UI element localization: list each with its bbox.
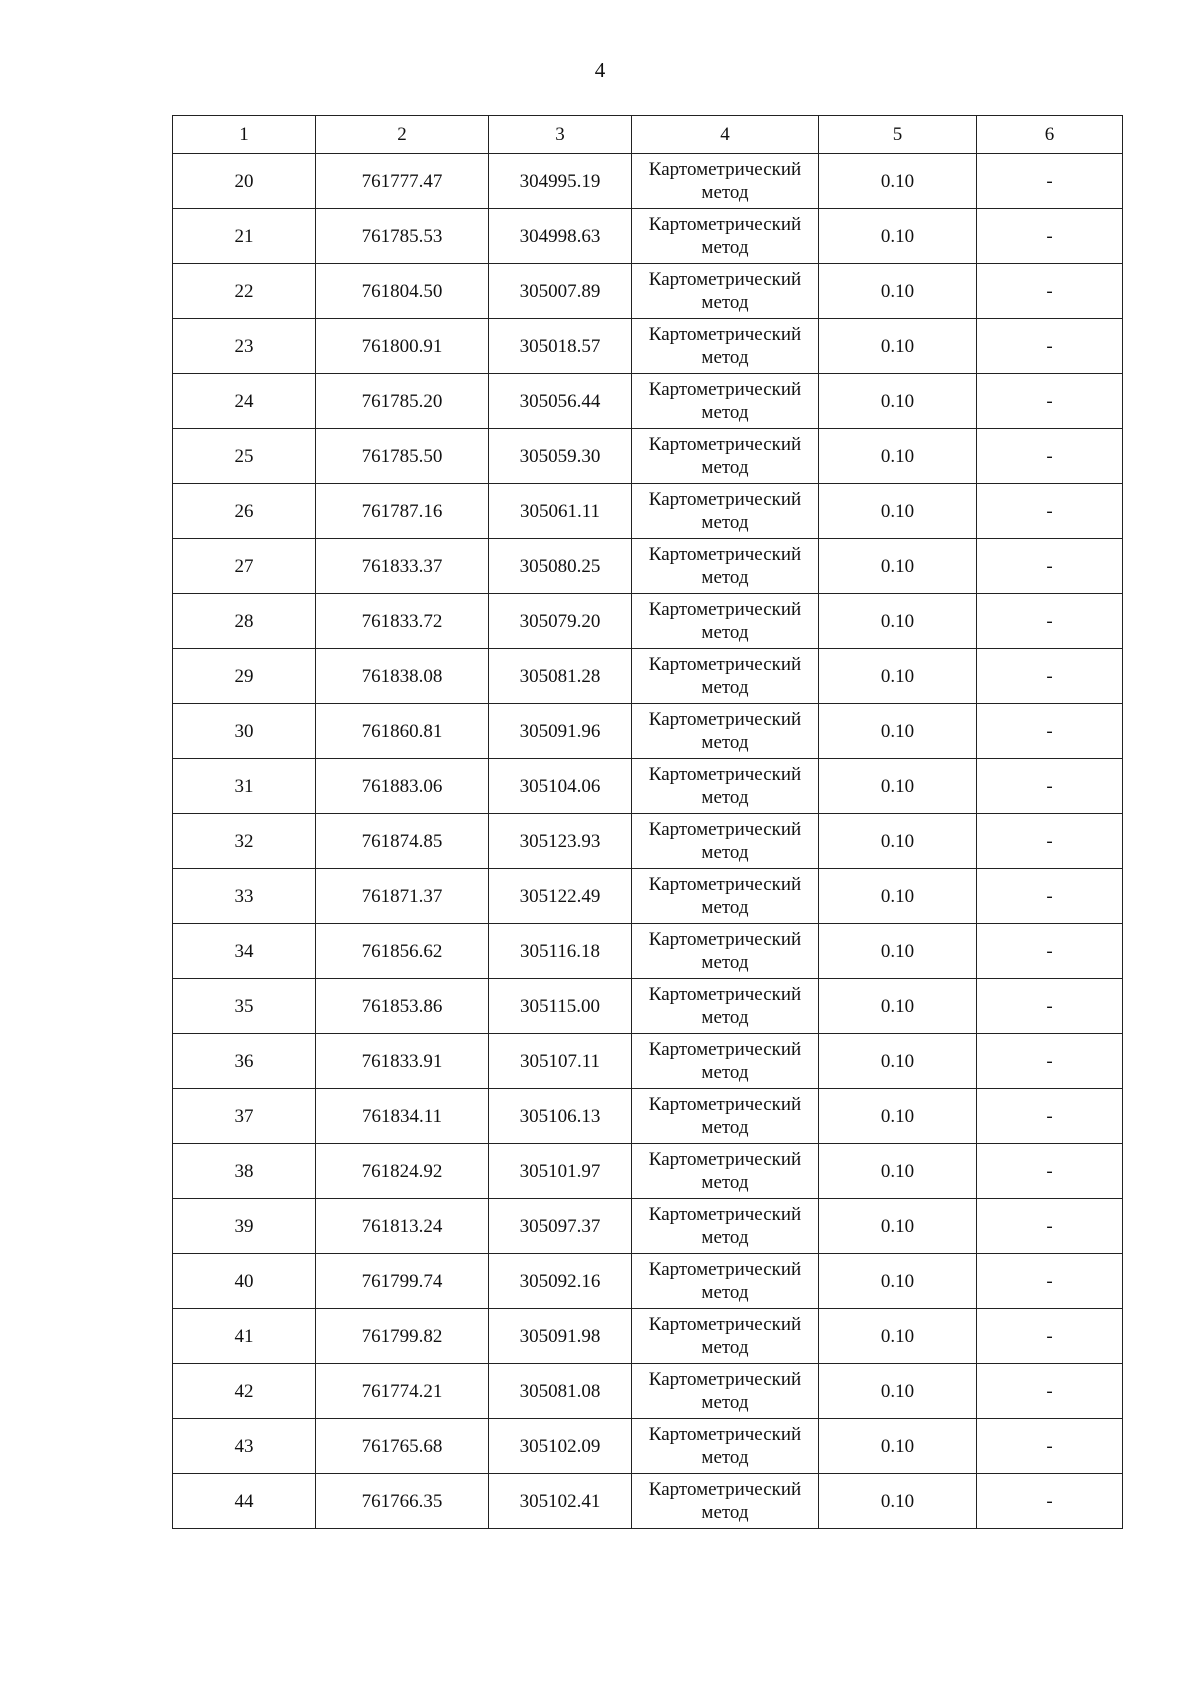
y-coordinate-cell: 305097.37: [489, 1199, 632, 1254]
y-coordinate-cell: 305081.28: [489, 649, 632, 704]
method-cell: Картометрический метод: [632, 869, 819, 924]
method-cell: Картометрический метод: [632, 1309, 819, 1364]
method-cell: Картометрический метод: [632, 154, 819, 209]
method-cell: Картометрический метод: [632, 319, 819, 374]
accuracy-cell: 0.10: [819, 979, 977, 1034]
point-number-cell: 40: [173, 1254, 316, 1309]
accuracy-cell: 0.10: [819, 1474, 977, 1529]
x-coordinate-cell: 761853.86: [316, 979, 489, 1034]
x-coordinate-cell: 761871.37: [316, 869, 489, 924]
x-coordinate-cell: 761833.37: [316, 539, 489, 594]
accuracy-cell: 0.10: [819, 814, 977, 869]
table-body: [173, 154, 1123, 1529]
note-cell: -: [977, 1034, 1123, 1089]
coordinates-table: [172, 115, 1123, 1529]
accuracy-cell: 0.10: [819, 539, 977, 594]
note-cell: -: [977, 814, 1123, 869]
x-coordinate-cell: 761833.91: [316, 1034, 489, 1089]
y-coordinate-cell: 305079.20: [489, 594, 632, 649]
point-number-cell: 43: [173, 1419, 316, 1474]
accuracy-cell: 0.10: [819, 1254, 977, 1309]
table-header: [173, 116, 1123, 154]
accuracy-cell: 0.10: [819, 1364, 977, 1419]
method-cell: Картометрический метод: [632, 429, 819, 484]
column-header: 3: [489, 116, 632, 154]
y-coordinate-cell: 305116.18: [489, 924, 632, 979]
accuracy-cell: 0.10: [819, 209, 977, 264]
table-row: [173, 759, 1123, 814]
y-coordinate-cell: 305106.13: [489, 1089, 632, 1144]
method-cell: Картометрический метод: [632, 1199, 819, 1254]
note-cell: -: [977, 1089, 1123, 1144]
y-coordinate-cell: 305104.06: [489, 759, 632, 814]
y-coordinate-cell: 305056.44: [489, 374, 632, 429]
table-row: [173, 1034, 1123, 1089]
y-coordinate-cell: 305080.25: [489, 539, 632, 594]
y-coordinate-cell: 305007.89: [489, 264, 632, 319]
header-row: [173, 116, 1123, 154]
x-coordinate-cell: 761800.91: [316, 319, 489, 374]
y-coordinate-cell: 305091.98: [489, 1309, 632, 1364]
table-row: [173, 1474, 1123, 1529]
x-coordinate-cell: 761834.11: [316, 1089, 489, 1144]
accuracy-cell: 0.10: [819, 759, 977, 814]
y-coordinate-cell: 305101.97: [489, 1144, 632, 1199]
table-row: [173, 704, 1123, 759]
x-coordinate-cell: 761838.08: [316, 649, 489, 704]
note-cell: -: [977, 154, 1123, 209]
table-row: [173, 1419, 1123, 1474]
point-number-cell: 28: [173, 594, 316, 649]
accuracy-cell: 0.10: [819, 319, 977, 374]
y-coordinate-cell: 305018.57: [489, 319, 632, 374]
column-header: 4: [632, 116, 819, 154]
y-coordinate-cell: 305102.09: [489, 1419, 632, 1474]
table-row: [173, 1089, 1123, 1144]
x-coordinate-cell: 761785.20: [316, 374, 489, 429]
accuracy-cell: 0.10: [819, 1089, 977, 1144]
accuracy-cell: 0.10: [819, 429, 977, 484]
accuracy-cell: 0.10: [819, 484, 977, 539]
note-cell: -: [977, 1309, 1123, 1364]
accuracy-cell: 0.10: [819, 869, 977, 924]
table-row: [173, 1364, 1123, 1419]
note-cell: -: [977, 539, 1123, 594]
y-coordinate-cell: 304998.63: [489, 209, 632, 264]
table-row: [173, 594, 1123, 649]
point-number-cell: 38: [173, 1144, 316, 1199]
x-coordinate-cell: 761833.72: [316, 594, 489, 649]
method-cell: Картометрический метод: [632, 704, 819, 759]
note-cell: -: [977, 1364, 1123, 1419]
note-cell: -: [977, 1144, 1123, 1199]
point-number-cell: 30: [173, 704, 316, 759]
x-coordinate-cell: 761766.35: [316, 1474, 489, 1529]
method-cell: Картометрический метод: [632, 539, 819, 594]
note-cell: -: [977, 704, 1123, 759]
method-cell: Картометрический метод: [632, 1254, 819, 1309]
x-coordinate-cell: 761785.50: [316, 429, 489, 484]
accuracy-cell: 0.10: [819, 1144, 977, 1199]
y-coordinate-cell: 305115.00: [489, 979, 632, 1034]
method-cell: Картометрический метод: [632, 374, 819, 429]
x-coordinate-cell: 761774.21: [316, 1364, 489, 1419]
x-coordinate-cell: 761799.82: [316, 1309, 489, 1364]
point-number-cell: 34: [173, 924, 316, 979]
table-row: [173, 539, 1123, 594]
note-cell: -: [977, 1199, 1123, 1254]
table-row: [173, 814, 1123, 869]
method-cell: Картометрический метод: [632, 649, 819, 704]
point-number-cell: 37: [173, 1089, 316, 1144]
note-cell: -: [977, 264, 1123, 319]
point-number-cell: 33: [173, 869, 316, 924]
y-coordinate-cell: 305123.93: [489, 814, 632, 869]
x-coordinate-cell: 761883.06: [316, 759, 489, 814]
point-number-cell: 32: [173, 814, 316, 869]
table-row: [173, 374, 1123, 429]
accuracy-cell: 0.10: [819, 1309, 977, 1364]
note-cell: -: [977, 484, 1123, 539]
method-cell: Картометрический метод: [632, 979, 819, 1034]
y-coordinate-cell: 305061.11: [489, 484, 632, 539]
accuracy-cell: 0.10: [819, 594, 977, 649]
note-cell: -: [977, 1419, 1123, 1474]
column-header: 6: [977, 116, 1123, 154]
point-number-cell: 39: [173, 1199, 316, 1254]
table-row: [173, 1309, 1123, 1364]
note-cell: -: [977, 1254, 1123, 1309]
accuracy-cell: 0.10: [819, 154, 977, 209]
table-row: [173, 1144, 1123, 1199]
table-row: [173, 979, 1123, 1034]
note-cell: -: [977, 594, 1123, 649]
method-cell: Картометрический метод: [632, 1089, 819, 1144]
note-cell: -: [977, 759, 1123, 814]
table-row: [173, 924, 1123, 979]
method-cell: Картометрический метод: [632, 1419, 819, 1474]
note-cell: -: [977, 209, 1123, 264]
accuracy-cell: 0.10: [819, 649, 977, 704]
x-coordinate-cell: 761777.47: [316, 154, 489, 209]
y-coordinate-cell: 304995.19: [489, 154, 632, 209]
x-coordinate-cell: 761874.85: [316, 814, 489, 869]
table-row: [173, 264, 1123, 319]
y-coordinate-cell: 305091.96: [489, 704, 632, 759]
note-cell: -: [977, 374, 1123, 429]
point-number-cell: 44: [173, 1474, 316, 1529]
y-coordinate-cell: 305081.08: [489, 1364, 632, 1419]
column-header: 5: [819, 116, 977, 154]
method-cell: Картометрический метод: [632, 1144, 819, 1199]
point-number-cell: 23: [173, 319, 316, 374]
y-coordinate-cell: 305059.30: [489, 429, 632, 484]
x-coordinate-cell: 761824.92: [316, 1144, 489, 1199]
point-number-cell: 20: [173, 154, 316, 209]
point-number-cell: 36: [173, 1034, 316, 1089]
x-coordinate-cell: 761804.50: [316, 264, 489, 319]
method-cell: Картометрический метод: [632, 264, 819, 319]
table-row: [173, 319, 1123, 374]
method-cell: Картометрический метод: [632, 1364, 819, 1419]
table-row: [173, 1199, 1123, 1254]
x-coordinate-cell: 761813.24: [316, 1199, 489, 1254]
method-cell: Картометрический метод: [632, 484, 819, 539]
column-header: 1: [173, 116, 316, 154]
table-row: [173, 649, 1123, 704]
accuracy-cell: 0.10: [819, 264, 977, 319]
x-coordinate-cell: 761787.16: [316, 484, 489, 539]
table-row: [173, 154, 1123, 209]
table-row: [173, 484, 1123, 539]
note-cell: -: [977, 1474, 1123, 1529]
point-number-cell: 29: [173, 649, 316, 704]
page-number: 4: [594, 58, 606, 82]
accuracy-cell: 0.10: [819, 374, 977, 429]
x-coordinate-cell: 761856.62: [316, 924, 489, 979]
note-cell: -: [977, 319, 1123, 374]
method-cell: Картометрический метод: [632, 209, 819, 264]
column-header: 2: [316, 116, 489, 154]
table-row: [173, 869, 1123, 924]
point-number-cell: 35: [173, 979, 316, 1034]
table-row: [173, 1254, 1123, 1309]
point-number-cell: 42: [173, 1364, 316, 1419]
accuracy-cell: 0.10: [819, 924, 977, 979]
method-cell: Картометрический метод: [632, 924, 819, 979]
x-coordinate-cell: 761785.53: [316, 209, 489, 264]
method-cell: Картометрический метод: [632, 759, 819, 814]
x-coordinate-cell: 761799.74: [316, 1254, 489, 1309]
point-number-cell: 41: [173, 1309, 316, 1364]
point-number-cell: 22: [173, 264, 316, 319]
method-cell: Картометрический метод: [632, 814, 819, 869]
table-row: [173, 429, 1123, 484]
note-cell: -: [977, 869, 1123, 924]
accuracy-cell: 0.10: [819, 1034, 977, 1089]
point-number-cell: 26: [173, 484, 316, 539]
method-cell: Картометрический метод: [632, 1034, 819, 1089]
note-cell: -: [977, 979, 1123, 1034]
method-cell: Картометрический метод: [632, 1474, 819, 1529]
point-number-cell: 24: [173, 374, 316, 429]
method-cell: Картометрический метод: [632, 594, 819, 649]
accuracy-cell: 0.10: [819, 704, 977, 759]
x-coordinate-cell: 761765.68: [316, 1419, 489, 1474]
x-coordinate-cell: 761860.81: [316, 704, 489, 759]
point-number-cell: 31: [173, 759, 316, 814]
note-cell: -: [977, 429, 1123, 484]
y-coordinate-cell: 305107.11: [489, 1034, 632, 1089]
y-coordinate-cell: 305122.49: [489, 869, 632, 924]
point-number-cell: 21: [173, 209, 316, 264]
y-coordinate-cell: 305092.16: [489, 1254, 632, 1309]
table-row: [173, 209, 1123, 264]
accuracy-cell: 0.10: [819, 1199, 977, 1254]
accuracy-cell: 0.10: [819, 1419, 977, 1474]
note-cell: -: [977, 649, 1123, 704]
note-cell: -: [977, 924, 1123, 979]
point-number-cell: 25: [173, 429, 316, 484]
point-number-cell: 27: [173, 539, 316, 594]
y-coordinate-cell: 305102.41: [489, 1474, 632, 1529]
